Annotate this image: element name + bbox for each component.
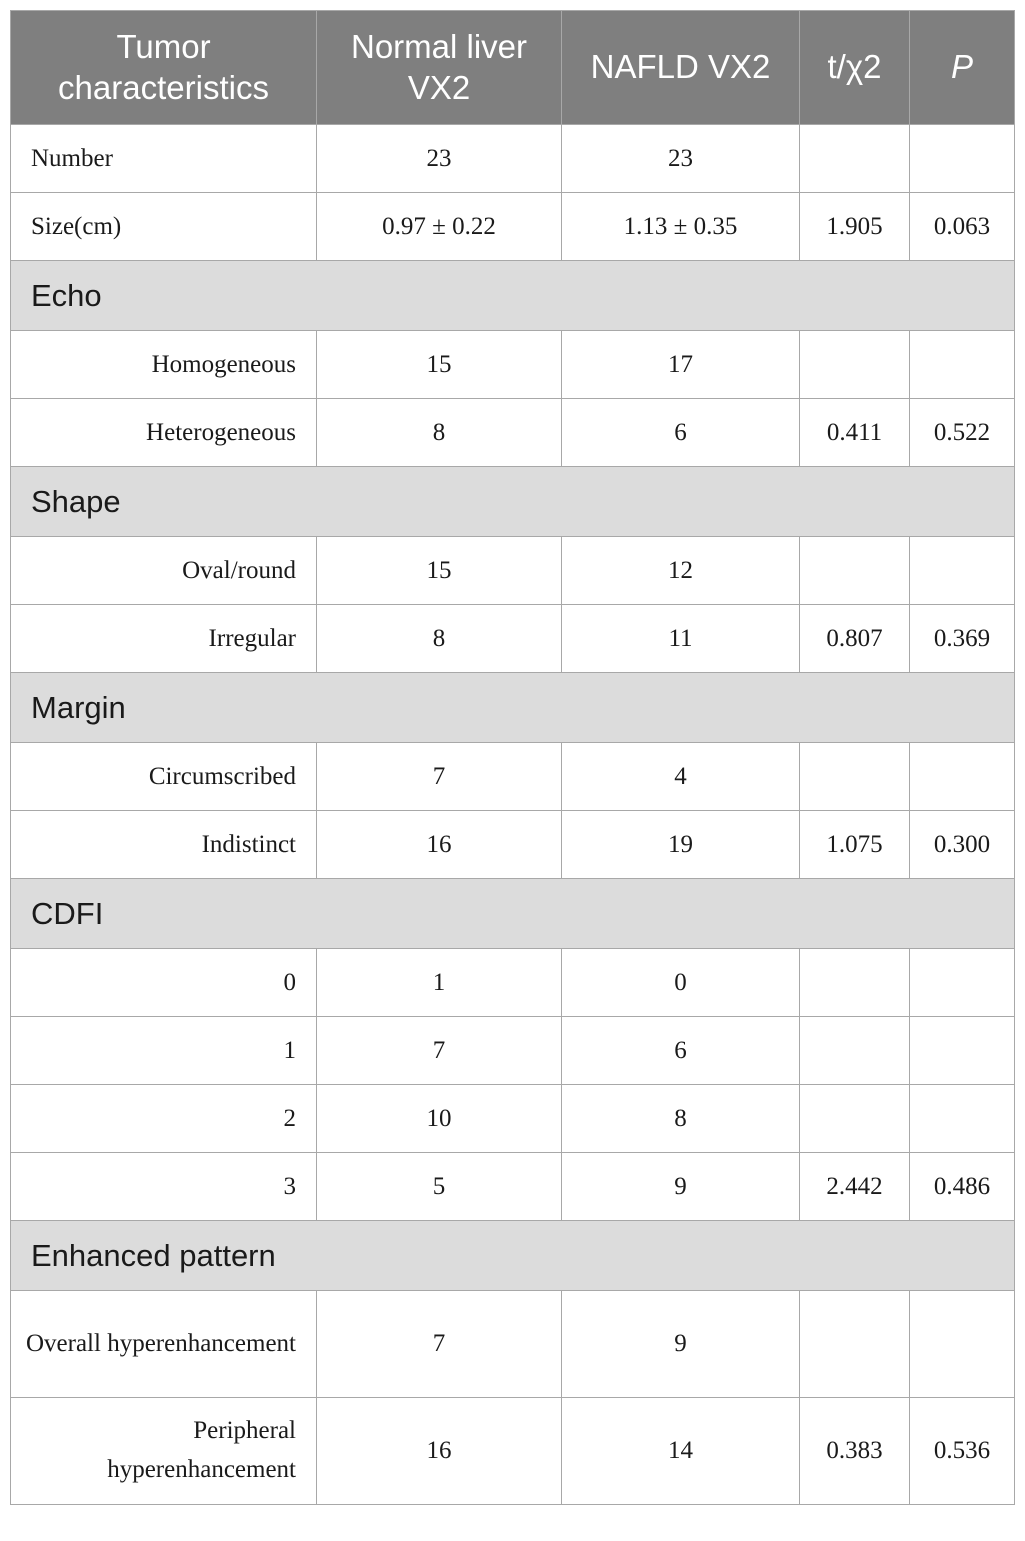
normal-liver-value: 16 — [317, 811, 562, 879]
p-value: 0.522 — [910, 399, 1015, 467]
table-row — [11, 331, 1015, 399]
section-row — [11, 467, 1015, 537]
header-row — [11, 11, 1015, 125]
nafld-value: 6 — [562, 399, 800, 467]
p-value — [910, 1017, 1015, 1085]
p-value — [910, 949, 1015, 1017]
nafld-value: 8 — [562, 1085, 800, 1153]
table-row — [11, 1291, 1015, 1398]
header-nafld: NAFLD VX2 — [562, 11, 800, 125]
normal-liver-value: 8 — [317, 399, 562, 467]
section-row — [11, 261, 1015, 331]
t-chi2-value — [800, 1291, 910, 1398]
nafld-value: 14 — [562, 1398, 800, 1505]
section-row — [11, 1221, 1015, 1291]
normal-liver-value: 15 — [317, 331, 562, 399]
table-row — [11, 811, 1015, 879]
table-row — [11, 1153, 1015, 1221]
normal-liver-value: 15 — [317, 537, 562, 605]
t-chi2-value: 1.905 — [800, 193, 910, 261]
p-value — [910, 1085, 1015, 1153]
normal-liver-value: 0.97 ± 0.22 — [317, 193, 562, 261]
row-label: Oval/round — [11, 537, 317, 605]
header-t-chi2: t/χ2 — [800, 11, 910, 125]
section-label-shape: Shape — [11, 467, 1015, 537]
t-chi2-value: 0.383 — [800, 1398, 910, 1505]
nafld-value: 9 — [562, 1153, 800, 1221]
p-value — [910, 1291, 1015, 1398]
header-p-value: P — [910, 11, 1015, 125]
row-label: Heterogeneous — [11, 399, 317, 467]
p-value: 0.063 — [910, 193, 1015, 261]
p-value: 0.536 — [910, 1398, 1015, 1505]
table-row — [11, 949, 1015, 1017]
t-chi2-value: 1.075 — [800, 811, 910, 879]
table-row — [11, 1085, 1015, 1153]
nafld-value: 12 — [562, 537, 800, 605]
nafld-value: 9 — [562, 1291, 800, 1398]
nafld-value: 23 — [562, 125, 800, 193]
row-label: Circumscribed — [11, 743, 317, 811]
table-row — [11, 193, 1015, 261]
row-label: 1 — [11, 1017, 317, 1085]
t-chi2-value — [800, 1085, 910, 1153]
normal-liver-value: 7 — [317, 1017, 562, 1085]
row-label: Homogeneous — [11, 331, 317, 399]
row-label: Number — [11, 125, 317, 193]
normal-liver-value: 8 — [317, 605, 562, 673]
row-label: 2 — [11, 1085, 317, 1153]
row-label: Irregular — [11, 605, 317, 673]
t-chi2-value — [800, 125, 910, 193]
p-value: 0.486 — [910, 1153, 1015, 1221]
nafld-value: 4 — [562, 743, 800, 811]
nafld-value: 0 — [562, 949, 800, 1017]
table-row — [11, 1398, 1015, 1505]
normal-liver-value: 7 — [317, 743, 562, 811]
normal-liver-value: 16 — [317, 1398, 562, 1505]
t-chi2-value — [800, 1017, 910, 1085]
p-value — [910, 743, 1015, 811]
p-value — [910, 331, 1015, 399]
t-chi2-value — [800, 537, 910, 605]
t-chi2-value: 0.411 — [800, 399, 910, 467]
row-label: Indistinct — [11, 811, 317, 879]
normal-liver-value: 10 — [317, 1085, 562, 1153]
tumor-characteristics-table — [10, 10, 1015, 1505]
row-label: Overall hyperenhancement — [11, 1291, 317, 1398]
t-chi2-value — [800, 949, 910, 1017]
section-label-cdfi: CDFI — [11, 879, 1015, 949]
p-value: 0.300 — [910, 811, 1015, 879]
table-row — [11, 537, 1015, 605]
table-row — [11, 1017, 1015, 1085]
p-value — [910, 537, 1015, 605]
table-row — [11, 399, 1015, 467]
t-chi2-value: 0.807 — [800, 605, 910, 673]
header-normal-liver: Normal liver VX2 — [317, 11, 562, 125]
section-label-margin: Margin — [11, 673, 1015, 743]
t-chi2-value — [800, 743, 910, 811]
section-row — [11, 879, 1015, 949]
p-value: 0.369 — [910, 605, 1015, 673]
normal-liver-value: 23 — [317, 125, 562, 193]
normal-liver-value: 5 — [317, 1153, 562, 1221]
header-tumor-characteristics: Tumor characteristics — [11, 11, 317, 125]
normal-liver-value: 7 — [317, 1291, 562, 1398]
section-label-enhanced-pattern: Enhanced pattern — [11, 1221, 1015, 1291]
nafld-value: 1.13 ± 0.35 — [562, 193, 800, 261]
table-row — [11, 605, 1015, 673]
p-value — [910, 125, 1015, 193]
nafld-value: 6 — [562, 1017, 800, 1085]
table-row — [11, 125, 1015, 193]
normal-liver-value: 1 — [317, 949, 562, 1017]
section-row — [11, 673, 1015, 743]
t-chi2-value: 2.442 — [800, 1153, 910, 1221]
row-label: Peripheral hyperenhancement — [11, 1398, 317, 1505]
table-row — [11, 743, 1015, 811]
nafld-value: 11 — [562, 605, 800, 673]
row-label: Size(cm) — [11, 193, 317, 261]
t-chi2-value — [800, 331, 910, 399]
nafld-value: 19 — [562, 811, 800, 879]
nafld-value: 17 — [562, 331, 800, 399]
section-label-echo: Echo — [11, 261, 1015, 331]
row-label: 3 — [11, 1153, 317, 1221]
row-label: 0 — [11, 949, 317, 1017]
